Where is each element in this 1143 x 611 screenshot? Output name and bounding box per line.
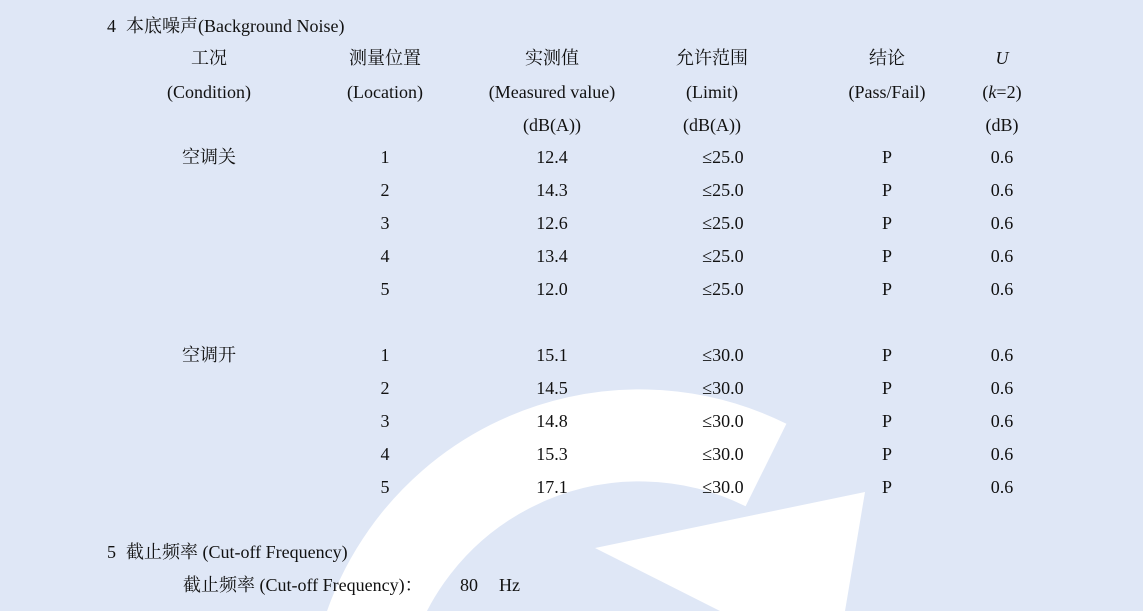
header-limit-en: (Limit) — [686, 82, 738, 102]
section-number: 4 — [107, 16, 116, 36]
table-header-row — [0, 114, 1143, 136]
header-uncertainty: U — [995, 48, 1009, 68]
result-cell: P — [881, 213, 893, 233]
header-measured-value-en: (Measured value) — [488, 82, 616, 102]
location-cell: 2 — [380, 378, 390, 398]
header-location-en: (Location) — [347, 82, 423, 102]
table-row — [0, 245, 1143, 267]
header-limit: 允许范围 — [676, 48, 748, 68]
coverage-open: ( — [982, 82, 989, 102]
limit-cell: ≤30.0 — [702, 477, 744, 497]
result-cell: P — [881, 477, 893, 497]
limit-cell: ≤30.0 — [702, 345, 744, 365]
condition-label: 空调关 — [182, 147, 236, 167]
header-uncertainty-unit: (dB) — [985, 115, 1019, 135]
measured-value-cell: 15.3 — [536, 444, 568, 464]
measured-value-cell: 14.5 — [536, 378, 568, 398]
coverage-close: =2) — [996, 82, 1022, 102]
header-measured-value: 实测值 — [525, 48, 579, 68]
limit-cell: ≤25.0 — [702, 213, 744, 233]
location-cell: 3 — [380, 213, 390, 233]
table-row — [0, 377, 1143, 399]
table-row — [0, 344, 1143, 366]
header-measured-unit: (dB(A)) — [523, 115, 581, 135]
uncertainty-cell: 0.6 — [990, 477, 1014, 497]
table-row — [0, 278, 1143, 300]
table-header-row — [0, 47, 1143, 69]
result-cell: P — [881, 180, 893, 200]
measured-value-cell: 12.4 — [536, 147, 568, 167]
result-cell: P — [881, 147, 893, 167]
limit-cell: ≤30.0 — [702, 411, 744, 431]
measured-value-cell: 17.1 — [536, 477, 568, 497]
limit-cell: ≤25.0 — [702, 246, 744, 266]
limit-cell: ≤30.0 — [702, 444, 744, 464]
cutoff-label: 截止频率 (Cut-off Frequency)： — [183, 575, 423, 595]
location-cell: 1 — [380, 345, 390, 365]
uncertainty-cell: 0.6 — [990, 279, 1014, 299]
table-row — [0, 179, 1143, 201]
location-cell: 5 — [380, 477, 390, 497]
uncertainty-cell: 0.6 — [990, 213, 1014, 233]
result-cell: P — [881, 246, 893, 266]
section-title: 截止频率 (Cut-off Frequency) — [126, 542, 348, 562]
measured-value-cell: 14.8 — [536, 411, 568, 431]
result-cell: P — [881, 345, 893, 365]
limit-cell: ≤30.0 — [702, 378, 744, 398]
location-cell: 3 — [380, 411, 390, 431]
uncertainty-cell: 0.6 — [990, 147, 1014, 167]
result-cell: P — [881, 378, 893, 398]
location-cell: 1 — [380, 147, 390, 167]
table-row — [0, 443, 1143, 465]
table-row — [0, 476, 1143, 498]
location-cell: 2 — [380, 180, 390, 200]
cutoff-value: 80 — [460, 575, 478, 595]
condition-label: 空调开 — [182, 345, 236, 365]
measured-value-cell: 14.3 — [536, 180, 568, 200]
uncertainty-cell: 0.6 — [990, 378, 1014, 398]
table-header-row — [0, 81, 1143, 103]
result-cell: P — [881, 444, 893, 464]
measured-value-cell: 12.0 — [536, 279, 568, 299]
uncertainty-cell: 0.6 — [990, 246, 1014, 266]
header-coverage-factor — [982, 81, 1021, 103]
header-result-en: (Pass/Fail) — [848, 82, 926, 102]
measured-value-cell: 12.6 — [536, 213, 568, 233]
measured-value-cell: 15.1 — [536, 345, 568, 365]
header-result: 结论 — [869, 48, 905, 68]
cutoff-frequency-line — [0, 574, 1143, 596]
section-5-heading — [0, 541, 1143, 563]
uncertainty-cell: 0.6 — [990, 411, 1014, 431]
table-row — [0, 212, 1143, 234]
uncertainty-cell: 0.6 — [990, 444, 1014, 464]
result-cell: P — [881, 411, 893, 431]
section-title: 本底噪声(Background Noise) — [126, 16, 345, 36]
section-number: 5 — [107, 542, 116, 562]
location-cell: 4 — [380, 444, 390, 464]
uncertainty-cell: 0.6 — [990, 345, 1014, 365]
table-row — [0, 410, 1143, 432]
limit-cell: ≤25.0 — [702, 279, 744, 299]
table-row — [0, 146, 1143, 168]
limit-cell: ≤25.0 — [702, 180, 744, 200]
location-cell: 5 — [380, 279, 390, 299]
header-condition: 工况 — [191, 48, 227, 68]
section-4-heading — [0, 15, 1143, 37]
header-limit-unit: (dB(A)) — [683, 115, 741, 135]
cutoff-unit: Hz — [499, 575, 520, 595]
location-cell: 4 — [380, 246, 390, 266]
measured-value-cell: 13.4 — [536, 246, 568, 266]
header-condition-en: (Condition) — [167, 82, 251, 102]
header-location: 测量位置 — [349, 48, 421, 68]
coverage-variable: k — [988, 82, 997, 102]
uncertainty-cell: 0.6 — [990, 180, 1014, 200]
limit-cell: ≤25.0 — [702, 147, 744, 167]
result-cell: P — [881, 279, 893, 299]
